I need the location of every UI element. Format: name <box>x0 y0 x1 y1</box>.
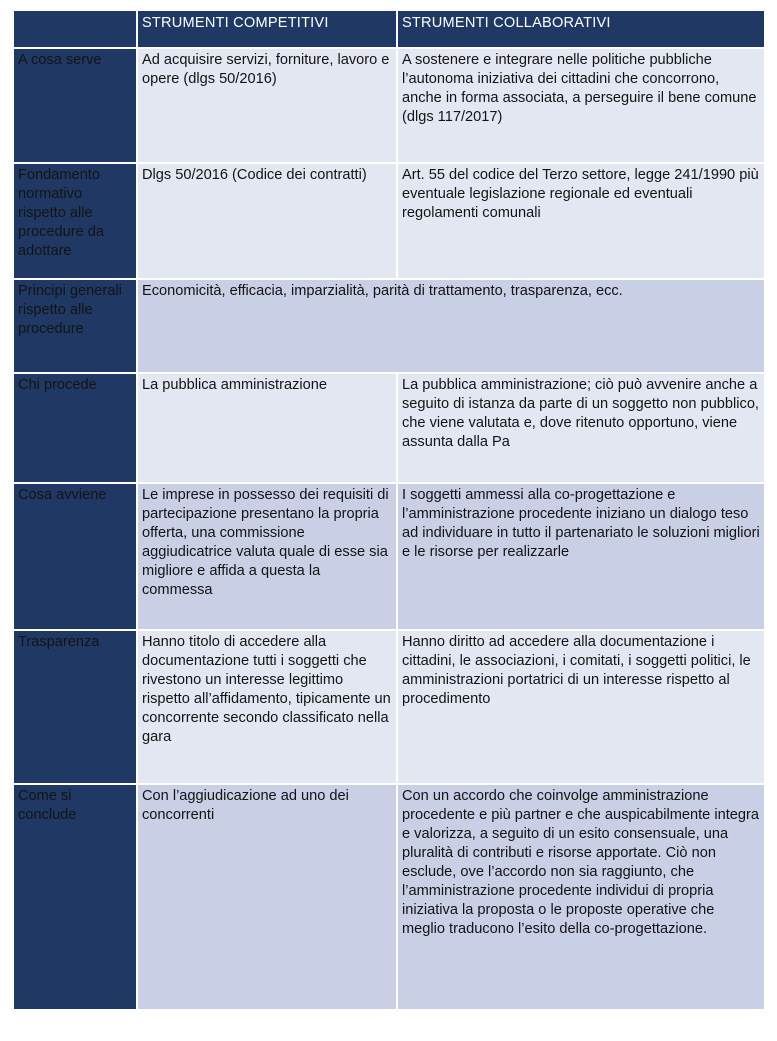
cell-collaborativi-come-si-conclude: Con un accordo che coinvolge amministrazione procedente e più partner e che auspicabilmente integra e valorizza, a seguito di un esito consensuale, una pluralità di contributi e risorse apportate. Ciò non esclude, ove l’accordo non sia raggiunto, che l’amministrazione procedente individui di propria iniziativa la proposta o le proposte operative che meglio traducono l’esito della co-progettazione. <box>398 785 764 1009</box>
cell-merged-principi-generali: Economicità, efficacia, imparzialità, parità di trattamento, trasparenza, ecc. <box>138 280 764 372</box>
row-label-cosa-avviene: Cosa avviene <box>14 484 136 629</box>
table-row <box>14 785 764 1009</box>
header-cell-strumenti-competitivi: STRUMENTI COMPETITIVI <box>138 11 396 47</box>
table-row <box>14 49 764 162</box>
cell-collaborativi-chi-procede: La pubblica amministrazione; ciò può avvenire anche a seguito di istanza da parte di un soggetto non pubblico, che viene valutata e, dove ritenuto opportuno, viene assunta dalla Pa <box>398 374 764 482</box>
row-label-fondamento-normativo: Fondamento normativo rispetto alle procedure da adottare <box>14 164 136 278</box>
table-header-row <box>14 11 764 47</box>
table-row <box>14 484 764 629</box>
cell-competitivi-chi-procede: La pubblica amministrazione <box>138 374 396 482</box>
header-cell-strumenti-collaborativi: STRUMENTI COLLABORATIVI <box>398 11 764 47</box>
table-row <box>14 374 764 482</box>
row-label-a-cosa-serve: A cosa serve <box>14 49 136 162</box>
cell-collaborativi-fondamento-normativo: Art. 55 del codice del Terzo settore, legge 241/1990 più eventuale legislazione regionale ed eventuali regolamenti comunali <box>398 164 764 278</box>
comparison-table <box>12 9 766 1011</box>
row-label-come-si-conclude: Come si conclude <box>14 785 136 1009</box>
cell-competitivi-come-si-conclude: Con l’aggiudicazione ad uno dei concorrenti <box>138 785 396 1009</box>
cell-collaborativi-trasparenza: Hanno diritto ad accedere alla documentazione i cittadini, le associazioni, i comitati, i soggetti politici, le amministrazioni portatrici di un interesse rispetto al procedimento <box>398 631 764 783</box>
table-row <box>14 280 764 372</box>
table-row <box>14 164 764 278</box>
header-corner-cell <box>14 11 136 47</box>
table-row <box>14 631 764 783</box>
row-label-principi-generali: Principi generali rispetto alle procedure <box>14 280 136 372</box>
cell-collaborativi-cosa-avviene: I soggetti ammessi alla co-progettazione e l’amministrazione procedente iniziano un dialogo teso ad individuare in tutto il partenariato le soluzioni migliori e le risorse per realizzarle <box>398 484 764 629</box>
cell-competitivi-fondamento-normativo: Dlgs 50/2016 (Codice dei contratti) <box>138 164 396 278</box>
cell-competitivi-trasparenza: Hanno titolo di accedere alla documentazione tutti i soggetti che rivestono un interesse legittimo rispetto all’affidamento, tipicamente un concorrente secondo classificato nella gara <box>138 631 396 783</box>
cell-competitivi-cosa-avviene: Le imprese in possesso dei requisiti di partecipazione presentano la propria offerta, una commissione aggiudicatrice valuta quale di esse sia migliore e affida a questa la commessa <box>138 484 396 629</box>
row-label-chi-procede: Chi procede <box>14 374 136 482</box>
row-label-trasparenza: Trasparenza <box>14 631 136 783</box>
cell-collaborativi-a-cosa-serve: A sostenere e integrare nelle politiche pubbliche l’autonoma iniziativa dei cittadini che concorrono, anche in forma associata, a perseguire il bene comune (dlgs 117/2017) <box>398 49 764 162</box>
cell-competitivi-a-cosa-serve: Ad acquisire servizi, forniture, lavoro e opere (dlgs 50/2016) <box>138 49 396 162</box>
